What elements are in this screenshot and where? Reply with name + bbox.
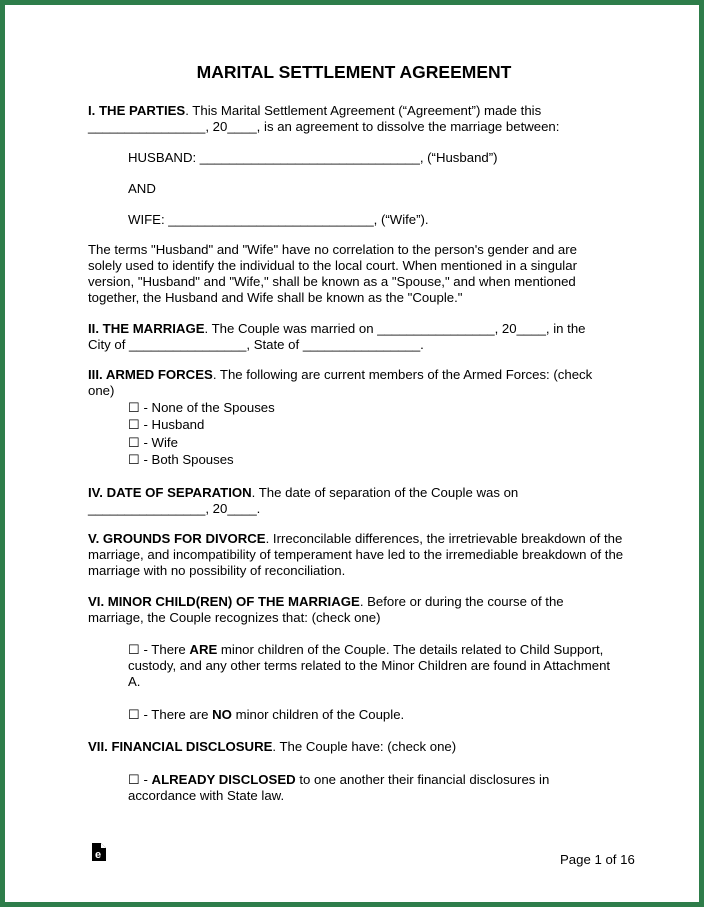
- checkbox-option-none[interactable]: ☐ - None of the Spouses: [128, 400, 275, 415]
- section-armed-forces: III. ARMED FORCES. The following are current members of the Armed Forces: (check one): [88, 367, 593, 398]
- parties-date-line: ________________, 20____, is an agreement to dissolve the marriage between:: [88, 119, 560, 134]
- document-title: MARITAL SETTLEMENT AGREEMENT: [196, 62, 512, 82]
- section-heading: IV. DATE OF SEPARATION: [88, 485, 252, 500]
- terms-paragraph: The terms "Husband" and "Wife" have no correlation to the person's gender and are solely used to identify the individual to the local court. When mentioned in a singular version, "Husband" and "Wife," shall be known as a "Spouse," and when mentioned together, the Husband and Wife shall be known as the "Couple.": [88, 242, 577, 305]
- section-financial: VII. FINANCIAL DISCLOSURE. The Couple have: (check one): [88, 739, 457, 754]
- section-minor-children: VI. MINOR CHILD(REN) OF THE MARRIAGE. Before or during the course of the marriage, the Couple recognizes that: (check one): [88, 594, 564, 625]
- wife-line: WIFE: ____________________________, (“Wife”).: [128, 212, 429, 227]
- checkbox-option-disclosed[interactable]: ☐ - ALREADY DISCLOSED to one another their financial disclosures in accordance with State law.: [128, 772, 550, 803]
- section-heading: VII. FINANCIAL DISCLOSURE: [88, 739, 273, 754]
- checkbox-option-wife[interactable]: ☐ - Wife: [128, 435, 178, 450]
- section-heading: III. ARMED FORCES: [88, 367, 213, 382]
- page-number: Page 1 of 16: [560, 852, 635, 867]
- section-heading: I. THE PARTIES: [88, 103, 186, 118]
- section-heading: V. GROUNDS FOR DIVORCE: [88, 531, 266, 546]
- and-line: AND: [128, 181, 156, 196]
- checkbox-option-husband[interactable]: ☐ - Husband: [128, 417, 205, 432]
- husband-line: HUSBAND: ______________________________, (“Husband”): [128, 150, 498, 165]
- separation-date-line: ________________, 20____.: [88, 501, 261, 516]
- section-parties: I. THE PARTIES. This Marital Settlement Agreement (“Agreement”) made this: [88, 103, 542, 118]
- eforms-logo-icon: [92, 843, 106, 861]
- svg-text:e: e: [95, 849, 102, 861]
- checkbox-option-both[interactable]: ☐ - Both Spouses: [128, 452, 234, 467]
- section-heading: II. THE MARRIAGE: [88, 321, 205, 336]
- checkbox-option-children-are[interactable]: ☐ - There ARE minor children of the Couple. The details related to Child Support, custody, and any other terms related to the Minor Children are found in Attachment A.: [128, 642, 611, 689]
- section-heading: VI. MINOR CHILD(REN) OF THE MARRIAGE: [88, 594, 360, 609]
- section-separation: IV. DATE OF SEPARATION. The date of separation of the Couple was on: [88, 485, 519, 500]
- document-frame: [5, 5, 699, 902]
- checkbox-option-children-no[interactable]: ☐ - There are NO minor children of the Couple.: [128, 707, 405, 722]
- section-marriage: II. THE MARRIAGE. The Couple was married on ________________, 20____, in the City of ________________, State of ________________.: [88, 321, 586, 352]
- section-grounds: V. GROUNDS FOR DIVORCE. Irreconcilable differences, the irretrievable breakdown of the marriage, and incompatibility of temperament have led to the irremediable breakdown of the marriage with no possibility of reconciliation.: [88, 531, 624, 578]
